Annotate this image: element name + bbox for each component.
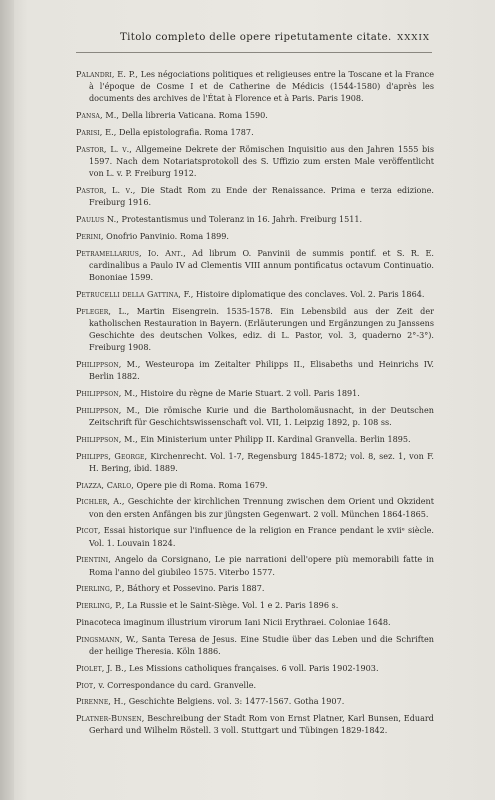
entry-text: La Russie et le Saint-Siège. Vol. 1 e 2. Paris 1896 s. bbox=[124, 600, 339, 611]
entry-author: Pfleger, L., bbox=[76, 305, 130, 316]
bibliography-entry bbox=[76, 433, 434, 445]
entry-author: Philipps, George, bbox=[76, 450, 148, 461]
entry-text: Ad librum O. Panvinii de summis pontif. et S. R. E. cardinalibus a Paulo IV ad Clementis VIII annum pontificatus octavum Continuatio. Bononiae 1599. bbox=[89, 247, 434, 282]
entry-author: Paulus N., bbox=[76, 214, 119, 224]
entry-text: Pinacoteca imaginum illustrium virorum Iani Nicii Erythraei. Coloniae 1648. bbox=[76, 616, 391, 627]
bibliography-entry bbox=[76, 695, 434, 707]
bibliography-entry bbox=[76, 582, 434, 594]
bibliography-entry bbox=[76, 479, 434, 491]
entry-text: Onofrio Panvinio. Roma 1899. bbox=[103, 230, 229, 241]
running-title: Titolo completo delle opere ripetutamente citate. bbox=[120, 32, 392, 43]
entry-text: Die römische Kurie und die Bartholomäusnacht, in der Deutschen Zeitschrift für Geschichtswissenschaft vol. VII, 1. Leipzig 1892, p. 108 ss. bbox=[89, 404, 434, 427]
entry-author: Pastor, L. v., bbox=[76, 185, 136, 195]
entry-text: Opere pie di Roma. Roma 1679. bbox=[133, 479, 268, 490]
bibliography-entry bbox=[76, 213, 434, 225]
bibliography-entry bbox=[76, 450, 434, 474]
bibliography-entry bbox=[76, 387, 434, 399]
bibliography-entry bbox=[76, 247, 434, 284]
entry-author: Palandri, E. P., bbox=[76, 69, 139, 79]
bibliography-entry bbox=[76, 712, 434, 736]
entry-author: Philippson, M., bbox=[76, 404, 141, 415]
entry-text: Allgemeine Dekrete der Römischen Inquisitio aus den Jahren 1555 bis 1597. Nach dem Notariatsprotokoll des S. Uffizio zum ersten Male veröffentlicht von L. v. P. Freiburg 1912. bbox=[89, 143, 434, 179]
entry-text: Die Stadt Rom zu Ende der Renaissance. Prima e terza edizione. Freiburg 1916. bbox=[89, 185, 434, 208]
entry-text: Kirchenrecht. Vol. 1-7, Regensburg 1845-1872; vol. 8, sez. 1, von F. H. Bering, ibid. 1889. bbox=[89, 450, 434, 473]
entry-text: Santa Teresa de Jesus. Eine Studie über das Leben und die Schriften der heilige Theresia. Köln 1886. bbox=[89, 633, 434, 656]
entry-author: Picot, bbox=[76, 525, 101, 536]
entry-author: Philippson, M., bbox=[76, 433, 138, 444]
entry-text: v. Correspondance du card. Granvelle. bbox=[95, 679, 257, 690]
entry-author: Pierling, P., bbox=[76, 583, 125, 594]
entry-author: Pirenne, H., bbox=[76, 696, 127, 707]
bibliography-entry bbox=[76, 662, 434, 674]
entry-text: Della epistolografia. Roma 1787. bbox=[116, 127, 254, 137]
entry-text: Geschichte der kirchlichen Trennung zwischen dem Orient und Okzident von den ersten Anfängen bis zur jüngsten Gegenwart. 2 voll. München 1864-1865. bbox=[89, 496, 435, 519]
bibliography-entry bbox=[76, 184, 434, 208]
entry-text: Angelo da Corsignano, Le pie narrationi dell'opere più memorabili fatte in Roma l'anno del giubileo 1575. Viterbo 1577. bbox=[89, 554, 434, 577]
entry-author: Piazza, Carlo, bbox=[76, 479, 134, 490]
bibliography-entry bbox=[76, 495, 434, 519]
bibliography-entry bbox=[76, 126, 434, 138]
entry-author: Philippson, M., bbox=[76, 388, 138, 398]
entry-text: Histoire du règne de Marie Stuart. 2 voll. Paris 1891. bbox=[137, 388, 360, 398]
bibliography-entry bbox=[76, 599, 434, 611]
entry-author: Perini, bbox=[76, 230, 104, 241]
entry-text: Beschreibung der Stadt Rom von Ernst Platner, Karl Bunsen, Eduard Gerhard und Wilhelm Röstell. 3 voll. Stuttgart und Tübingen 1829-1842. bbox=[89, 713, 434, 736]
entry-author: Piolet, J. B., bbox=[76, 662, 127, 673]
bibliography-entry bbox=[76, 633, 434, 657]
bibliography-entry bbox=[76, 524, 434, 548]
entry-text: Ein Ministerium unter Philipp II. Kardinal Granvella. Berlin 1895. bbox=[137, 433, 411, 444]
bibliography-entry bbox=[76, 616, 434, 628]
bibliography-entry bbox=[76, 230, 434, 242]
entry-author: Petrucelli della Gattina, F., bbox=[76, 288, 194, 299]
bibliography-entry bbox=[76, 358, 434, 382]
entry-author: Platner-Bunsen, bbox=[76, 713, 145, 724]
entry-text: Essai historique sur l'influence de la religion en France pendant le xviiᵉ siècle. Vol. 1. Louvain 1824. bbox=[89, 525, 434, 548]
entry-text: Westeuropa im Zeitalter Philipps II., Elisabeths und Heinrichs IV. Berlin 1882. bbox=[89, 359, 434, 382]
entry-author: Pientini, bbox=[76, 554, 111, 565]
page-gutter bbox=[0, 0, 14, 800]
bibliography-entry bbox=[76, 404, 434, 428]
entry-text: Protestantismus und Toleranz in 16. Jahrh. Freiburg 1511. bbox=[118, 214, 363, 224]
bibliography-entry bbox=[76, 109, 434, 121]
bibliography-entry bbox=[76, 288, 434, 300]
entry-text: Della libreria Vaticana. Roma 1590. bbox=[119, 110, 268, 121]
entry-author: Pastor, L. v., bbox=[76, 143, 132, 154]
entry-text: Martin Eisengrein. 1535-1578. Ein Lebensbild aus der Zeit der katholischen Restauration in Bayern. (Erläuterungen und Ergänzungen zu Janssens Geschichte des deutschen Volkes, edіz. di L. Pastor, vol. 3, quaderno 2°-3°). Freiburg 1908. bbox=[89, 305, 434, 353]
entry-author: Pichler, A., bbox=[76, 496, 125, 507]
header-rule bbox=[76, 52, 432, 53]
entry-author: Pierling, P., bbox=[76, 600, 125, 611]
entry-author: Petramellarius, Io. Ant., bbox=[76, 247, 186, 258]
bibliography-entry bbox=[76, 553, 434, 577]
bibliography-entry bbox=[76, 305, 434, 354]
entry-text: Histoire diplomatique des conclaves. Vol. 2. Paris 1864. bbox=[193, 288, 425, 299]
entry-author: Pingsmann, W., bbox=[76, 633, 139, 644]
entry-text: Les négociations politiques et religieuses entre la Toscane et la France à l'époque de Cosme I et de Catherine de Médicis (1544-1580) d'après les documents des archives de l'État à Florence et à Paris. Paris 1908. bbox=[89, 69, 435, 104]
page-header bbox=[90, 32, 430, 48]
entry-text: Geschichte Belgiens. vol. 3: 1477-1567. Gotha 1907. bbox=[126, 696, 345, 707]
entry-author: Pansa, M., bbox=[76, 110, 120, 121]
bibliography-entry bbox=[76, 143, 434, 180]
entry-text: Les Missions catholiques françaises. 6 voll. Paris 1902-1903. bbox=[126, 662, 379, 673]
bibliography-list bbox=[76, 68, 434, 741]
entry-author: Philippson, M., bbox=[76, 359, 141, 369]
entry-author: Piot, bbox=[76, 679, 96, 690]
bibliography-entry bbox=[76, 68, 434, 105]
page-number: XXXIX bbox=[397, 33, 430, 43]
entry-author: Parisi, E., bbox=[76, 127, 117, 137]
entry-text: Báthory et Possevino. Paris 1887. bbox=[124, 583, 265, 594]
bibliography-entry bbox=[76, 679, 434, 691]
